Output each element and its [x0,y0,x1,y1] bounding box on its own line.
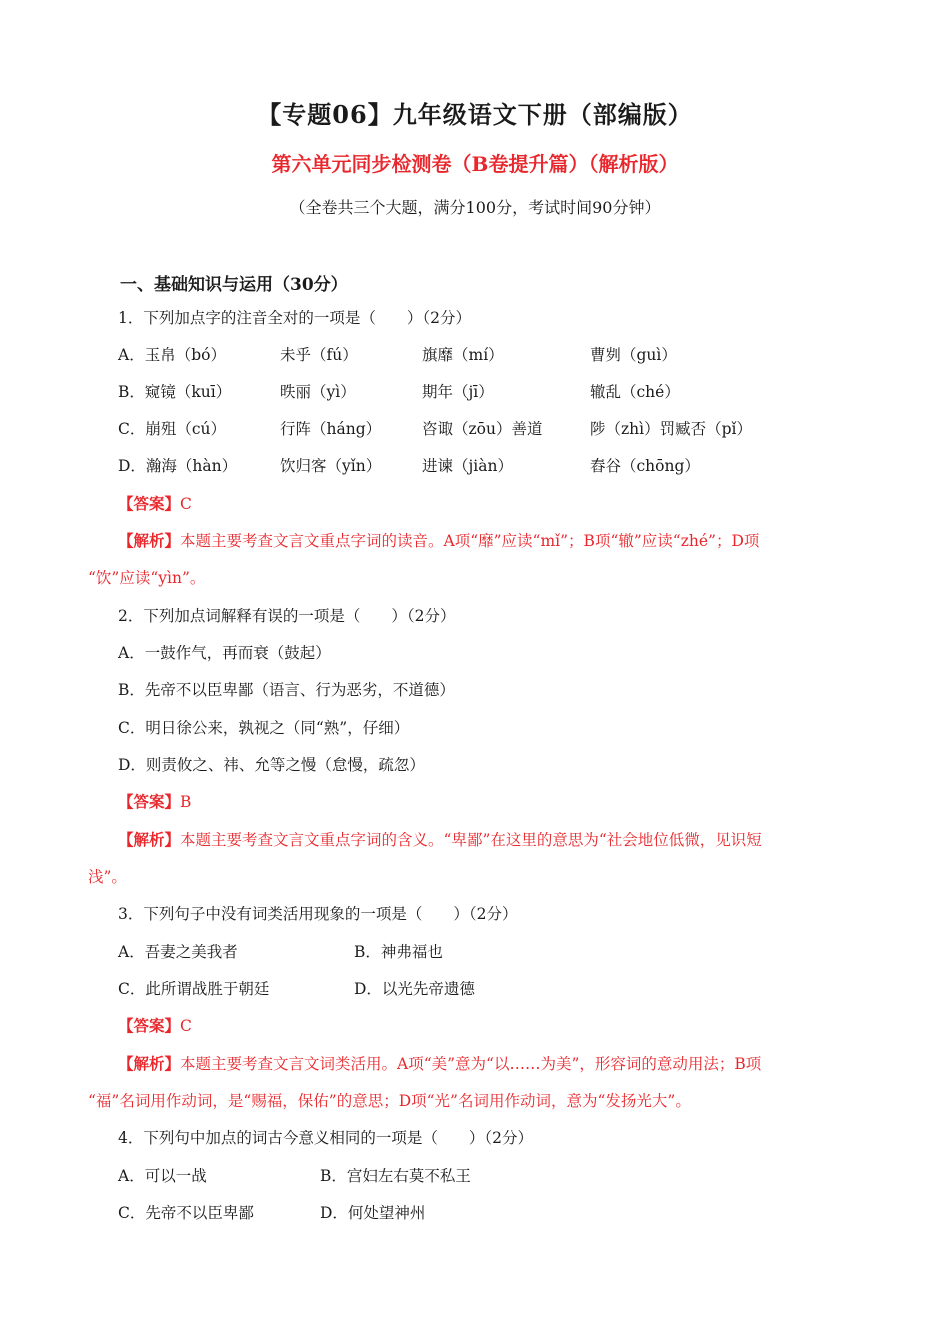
question-2-stem: 2．下列加点词解释有误的一项是（ ）（2分） [118,607,456,625]
answer-value: C [180,1017,192,1035]
q1-option-d-3: 进谏（jiàn） [422,457,513,475]
q4-option-b: B．宫妇左右莫不私王 [320,1167,471,1185]
q2-option-b: B．先帝不以臣卑鄙（语言、行为恶劣，不道德） [118,681,455,699]
q1-option-c-1: C．崩殂（cú） [118,420,227,438]
question-4-stem: 4．下列句中加点的词古今意义相同的一项是（ ）（2分） [118,1129,533,1147]
q2-option-d: D．则责攸之、祎、允等之慢（怠慢，疏忽） [118,756,425,774]
q1-analysis-line-2: “饮”应读“yìn”。 [88,569,206,587]
q2-analysis-line-2: 浅”。 [88,868,127,886]
q1-option-c-3: 咨诹（zōu）善道 [422,420,543,438]
exam-note: （全卷共三个大题，满分100分，考试时间90分钟） [289,198,661,217]
answer-tag: 【答案】 [118,792,181,811]
q2-answer [118,791,191,813]
q1-option-d-4: 舂谷（chōng） [590,457,700,475]
q4-option-a: A．可以一战 [118,1167,207,1185]
analysis-tag: 【解析】 [118,1054,181,1073]
q3-option-d: D．以光先帝遗德 [354,980,475,998]
q1-option-d-2: 饮归客（yǐn） [280,457,382,475]
q1-option-c-4: 陟（zhì）罚臧否（pǐ） [590,420,752,438]
q3-analysis-line-2: “福”名词用作动词，是“赐福，保佑”的意思；D项“光”名词用作动词，意为“发扬光大”。 [88,1092,691,1110]
answer-value: C [180,495,192,513]
q3-analysis-line-1 [118,1053,761,1075]
q1-option-c-2: 行阵（háng） [280,420,382,438]
q1-option-b-1: B．窥镜（kuī） [118,383,232,401]
q1-option-d-1: D．瀚海（hàn） [118,457,238,475]
document-subtitle: 第六单元同步检测卷（B卷提升篇）（解析版） [271,152,679,176]
q3-option-a: A．吾妻之美我者 [118,943,238,961]
analysis-tag: 【解析】 [118,531,181,550]
analysis-text: 本题主要考查文言文重点字词的读音。A项“靡”应读“mǐ”；B项“辙”应读“zhé”；D项 [180,532,760,550]
q4-option-d: D．何处望神州 [320,1204,426,1222]
q2-option-c: C．明日徐公来，孰视之（同“熟”，仔细） [118,719,410,737]
q1-option-b-3: 期年（jī） [422,383,494,401]
q2-analysis-line-1 [118,829,762,851]
answer-tag: 【答案】 [118,494,181,513]
q1-option-a-3: 旗靡（mí） [422,346,504,364]
answer-value: B [180,793,192,811]
q1-option-b-4: 辙乱（ché） [590,383,680,401]
q1-analysis-line-1 [118,530,759,552]
q1-option-a-1: A．玉帛（bó） [118,346,226,364]
analysis-tag: 【解析】 [118,830,181,849]
q1-option-a-4: 曹刿（guì） [590,346,677,364]
section-title: 一、基础知识与运用（30分） [120,275,348,295]
question-1-stem: 1．下列加点字的注音全对的一项是（ ）（2分） [118,309,471,327]
analysis-text: 本题主要考查文言文词类活用。A项“美”意为“以……为美”，形容词的意动用法；B项 [180,1055,762,1073]
q1-answer [118,493,192,515]
q1-option-b-2: 昳丽（yì） [280,383,356,401]
q1-option-a-2: 未乎（fú） [280,346,358,364]
analysis-text: 本题主要考查文言文重点字词的含义。“卑鄙”在这里的意思为“社会地位低微，见识短 [180,831,762,849]
answer-tag: 【答案】 [118,1016,181,1035]
q4-option-c: C．先帝不以臣卑鄙 [118,1204,254,1222]
q3-answer [118,1015,192,1037]
question-3-stem: 3．下列句子中没有词类活用现象的一项是（ ）（2分） [118,905,518,923]
q3-option-c: C．此所谓战胜于朝廷 [118,980,270,998]
q3-option-b: B．神弗福也 [354,943,443,961]
q2-option-a: A．一鼓作气，再而衰（鼓起） [118,644,331,662]
document-title: 【专题06】九年级语文下册（部编版） [257,100,693,129]
